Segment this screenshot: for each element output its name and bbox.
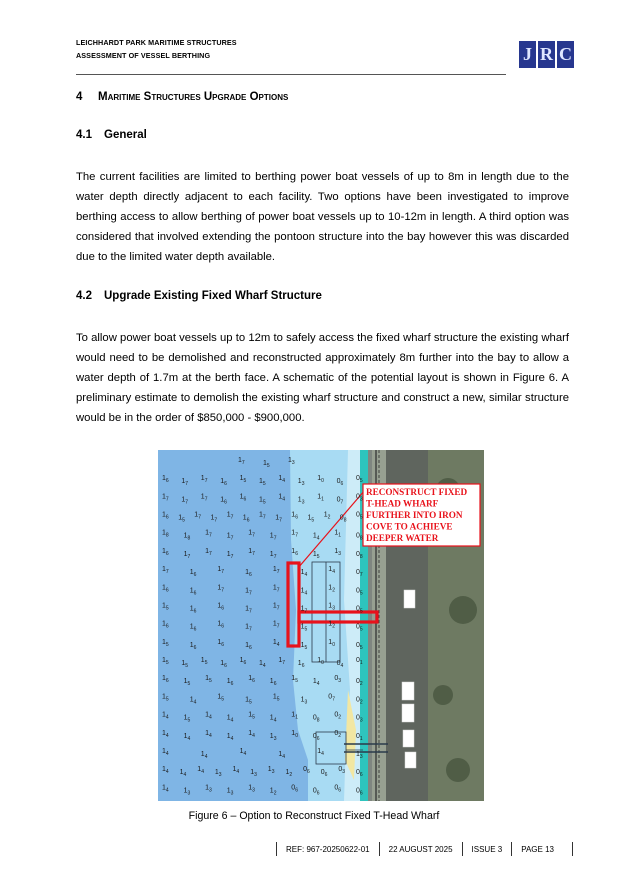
header-divider	[76, 74, 506, 75]
depth-sounding: $1_7$	[272, 584, 280, 594]
logo-letter-j: J	[519, 41, 536, 68]
depth-sounding: $1_7$	[183, 550, 191, 560]
depth-sounding: $0_6$	[336, 478, 344, 488]
depth-sounding: $1_5$	[291, 675, 298, 685]
depth-sounding: $1_1$	[291, 711, 298, 721]
header-project-title: LEICHHARDT PARK MARITIME STRUCTURES	[76, 38, 237, 47]
depth-sounding: $1_5$	[162, 657, 169, 667]
depth-sounding: $1_7$	[272, 602, 280, 612]
depth-sounding: $1_4$	[232, 766, 240, 776]
header-report-title: ASSESSMENT OF VESSEL BERTHING	[76, 51, 211, 60]
depth-sounding: $1_6$	[189, 605, 197, 615]
depth-sounding: $1_4$	[317, 748, 324, 757]
subsection-number: 4.1	[76, 129, 92, 141]
depth-sounding: $0_6$	[320, 769, 328, 779]
depth-sounding: $0_1$	[356, 732, 363, 742]
depth-sounding: $0_6$	[312, 787, 320, 797]
depth-sounding: $1_4$	[226, 714, 234, 724]
footer-date: 22 AUGUST 2025	[379, 842, 462, 856]
depth-sounding: $1_7$	[181, 496, 189, 506]
depth-sounding: $1_5$	[248, 711, 255, 721]
depth-sounding: $1_5$	[239, 475, 247, 485]
wharf-paragraph: To allow power boat vessels up to 12m to safely access the fixed wharf structure the existing wharf would need to be demolished and reconstructed approximately 8m further into the bay to allow a water depth of 1.7m at the berth face. A schematic of the potential layout is shown in Figure 6. A preliminary estimate to demolish the existing wharf structure and construct a new, similar structure would be in the order of $850,000 - $900,000.	[76, 332, 569, 424]
depth-sounding: $1_5$	[183, 678, 191, 688]
depth-sounding: $0_4$	[336, 660, 344, 670]
depth-sounding: $1_6$	[269, 678, 277, 688]
depth-sounding: $0_6$	[291, 784, 298, 794]
depth-sounding: $1_6$	[220, 660, 227, 670]
annotation-line: RECONSTRUCT FIXED	[366, 487, 468, 497]
depth-sounding: $1_6$	[162, 547, 169, 557]
footer-reference: REF: 967-20250622-01	[276, 842, 379, 856]
depth-sounding: $1_4$	[248, 729, 255, 739]
depth-sounding: $1_4$	[278, 751, 286, 760]
depth-sounding: $1_7$	[275, 514, 282, 524]
depth-sounding: $1_3$	[250, 769, 257, 779]
depth-sounding: $0_5$	[356, 605, 363, 615]
depth-sounding: $1_5$	[205, 675, 212, 685]
depth-sounding: $0_5$	[356, 475, 363, 485]
depth-sounding: $1_4$	[179, 769, 187, 779]
depth-sounding: $1_0$	[328, 638, 335, 648]
tree	[433, 685, 453, 705]
car	[404, 590, 415, 608]
depth-sounding: $1_6$	[217, 638, 225, 648]
depth-sounding: $0_3$	[356, 493, 363, 503]
depth-sounding: $1_7$	[181, 478, 189, 488]
depth-sounding: $0_1$	[356, 657, 363, 667]
depth-sounding: $1_4$	[162, 748, 169, 757]
depth-sounding: $1_0$	[291, 729, 298, 739]
depth-sounding: $1_6$	[242, 514, 250, 524]
depth-sounding: $0_5$	[356, 623, 363, 633]
depth-sounding: $1_6$	[217, 602, 225, 612]
depth-sounding: $1_7$	[245, 587, 252, 597]
depth-sounding: $1_7$	[245, 605, 252, 615]
depth-sounding: $1_4$	[197, 766, 204, 776]
depth-sounding: $1_6$	[189, 623, 197, 633]
depth-sounding: $0_6$	[334, 784, 342, 794]
depth-sounding: $0_2$	[356, 696, 363, 706]
depth-sounding: $1_5$	[181, 660, 189, 670]
depth-sounding: $1_4$	[200, 751, 208, 760]
depth-sounding: $1_2$	[323, 511, 331, 521]
depth-sounding: $1_6$	[297, 660, 305, 670]
depth-sounding: $1_5$	[259, 496, 266, 506]
depth-sounding: $1_4$	[205, 729, 212, 739]
depth-sounding: $1_7$	[291, 529, 298, 539]
logo-letter-c: C	[557, 41, 574, 68]
depth-sounding: $1_7$	[205, 529, 212, 539]
depth-sounding: $1_7$	[217, 566, 225, 576]
depth-sounding: $1_3$	[288, 457, 295, 466]
depth-sounding: $1_5$	[162, 693, 169, 703]
depth-sounding: $1_6$	[189, 641, 197, 651]
depth-sounding: $1_6$	[162, 511, 169, 521]
depth-sounding: $1_6$	[162, 475, 169, 485]
depth-sounding: $1_8$	[183, 532, 191, 542]
depth-sounding: $1_6$	[248, 675, 255, 685]
depth-sounding: $1_7$	[194, 511, 201, 521]
depth-sounding: $1_4$	[272, 638, 280, 648]
depth-sounding: $1_7$	[269, 550, 277, 560]
depth-sounding: $1_4$	[162, 729, 169, 739]
depth-sounding: $1_4$	[312, 678, 320, 688]
depth-sounding: $1_5$	[312, 550, 320, 560]
depth-sounding: $1_4$	[259, 660, 266, 670]
depth-sounding: $1_7$	[272, 620, 280, 630]
depth-sounding: $1_4$	[226, 732, 234, 742]
annotation-line: FURTHER INTO IRON	[366, 510, 463, 520]
tree	[446, 758, 470, 782]
depth-sounding: $0_8$	[312, 714, 320, 724]
depth-sounding: $1_3$	[205, 784, 212, 794]
depth-sounding: $1_5$	[162, 638, 169, 648]
depth-sounding: $1_5$	[263, 460, 270, 469]
annotation-line: COVE TO ACHIEVE	[366, 521, 453, 532]
depth-sounding: $1_4$	[205, 711, 212, 721]
depth-sounding: $0_8$	[339, 514, 347, 524]
subsection-title: General	[104, 129, 147, 141]
depth-sounding: $1_7$	[269, 532, 277, 542]
depth-sounding: $1_6$	[189, 587, 197, 597]
depth-sounding: $1_7$	[226, 532, 234, 542]
depth-sounding: $1_3$	[183, 787, 191, 797]
depth-sounding: $1_4$	[278, 475, 286, 485]
depth-sounding: $1_3$	[297, 496, 305, 506]
depth-sounding: $1_3$	[300, 696, 308, 706]
depth-sounding: $0_2$	[356, 678, 363, 688]
page-footer	[276, 842, 573, 856]
car	[405, 752, 416, 768]
depth-sounding: $0_8$	[356, 532, 363, 542]
depth-sounding: $1_1$	[317, 493, 324, 503]
depth-sounding: $1_4$	[300, 569, 308, 579]
tree	[449, 596, 477, 624]
depth-sounding: $1_7$	[226, 511, 234, 521]
depth-sounding: $1_4$	[239, 748, 247, 757]
depth-sounding: $1_7$	[248, 529, 255, 539]
depth-sounding: $1_4$	[312, 532, 320, 542]
depth-sounding: $1_6$	[239, 657, 247, 667]
depth-sounding: $1_1$	[334, 529, 342, 539]
depth-sounding: $1_7$	[272, 566, 280, 576]
company-logo	[519, 41, 575, 68]
depth-sounding: $1_4$	[278, 493, 286, 503]
depth-sounding: $1_3$	[328, 602, 335, 612]
depth-sounding: $1_4$	[162, 766, 169, 776]
depth-sounding: $1_6$	[291, 511, 298, 521]
depth-sounding: $0_3$	[338, 766, 346, 776]
depth-sounding: $0_3$	[356, 714, 363, 724]
depth-sounding: $1_3$	[267, 766, 275, 776]
subsection-title: Upgrade Existing Fixed Wharf Structure	[104, 290, 322, 302]
car	[402, 704, 414, 722]
depth-sounding: $1_5$	[217, 693, 225, 703]
depth-sounding: $1_5$	[200, 657, 208, 667]
depth-sounding: $1_7$	[200, 493, 208, 503]
depth-sounding: $1_3$	[214, 769, 222, 779]
depth-sounding: $1_7$	[162, 566, 169, 576]
depth-sounding: $1_5$	[300, 641, 308, 651]
depth-sounding: $1_7$	[248, 547, 255, 557]
depth-sounding: $1_5$	[245, 696, 252, 706]
depth-sounding: $0_7$	[356, 569, 363, 579]
depth-sounding: $1_4$	[300, 587, 308, 597]
depth-sounding: $1_0$	[317, 657, 324, 667]
depth-sounding: $1_4$	[269, 714, 277, 724]
depth-sounding: $0_6$	[356, 769, 363, 779]
depth-sounding: $1_7$	[259, 511, 266, 521]
depth-sounding: $0_7$	[336, 496, 344, 506]
depth-sounding: $1_7$	[278, 657, 286, 667]
depth-sounding: $1_6$	[189, 569, 197, 579]
depth-sounding: $1_7$	[245, 623, 252, 633]
subsection-heading-wharf	[76, 290, 322, 302]
section-heading	[76, 91, 288, 103]
annotation-line: DEEPER WATER	[366, 533, 439, 543]
depth-sounding: $1_4$	[328, 566, 335, 576]
depth-sounding: $1_5$	[259, 478, 266, 488]
depth-sounding: $1_3$	[226, 787, 234, 797]
depth-sounding: $1_2$	[269, 787, 277, 797]
depth-sounding: $1_6$	[245, 569, 252, 579]
depth-sounding: $1_3$	[269, 732, 277, 742]
depth-sounding: $1_6$	[162, 675, 169, 685]
depth-sounding: $0_6$	[356, 787, 363, 797]
depth-sounding: $1_7$	[210, 514, 218, 524]
depth-sounding: $0_5$	[356, 641, 363, 651]
car	[402, 682, 414, 700]
annotation-line: T-HEAD WHARF	[366, 498, 439, 509]
depth-sounding: $0_6$	[312, 732, 320, 742]
depth-sounding: $1_3$	[334, 547, 342, 557]
depth-sounding: $1_7$	[238, 457, 245, 466]
car	[403, 730, 414, 747]
depth-sounding: $1_7$	[300, 605, 308, 615]
depth-sounding: $1_7$	[162, 493, 169, 503]
figure-caption: Figure 6 – Option to Reconstruct Fixed T-Head Wharf	[188, 810, 440, 822]
depth-sounding: $1_6$	[245, 641, 252, 651]
bathymetry-map	[158, 450, 484, 801]
depth-sounding: $1_3$	[356, 751, 363, 760]
depth-sounding: $1_5$	[300, 623, 308, 633]
depth-sounding: $1_5$	[307, 514, 315, 524]
depth-sounding: $1_6$	[226, 678, 234, 688]
figure-wharf-schematic	[158, 450, 484, 801]
footer-issue: ISSUE 3	[462, 842, 512, 856]
depth-sounding: $0_2$	[334, 729, 342, 739]
depth-sounding: $1_6$	[162, 584, 169, 594]
depth-sounding: $1_4$	[189, 696, 197, 706]
section-number: 4	[76, 91, 83, 103]
general-paragraph: The current facilities are limited to berthing power boat vessels of up to 8m in length due to the water depth directly adjacent to each facility. Two options have been investigated to improve berthing access to allow berthing of power boat vessels up to 10-12m in length. A third option was considered that involved extending the pontoon structure into the bay however this was discarded due to the limited water depth available.	[76, 171, 569, 263]
depth-sounding: $1_4$	[162, 711, 169, 721]
depth-sounding: $1_4$	[183, 732, 191, 742]
section-title: Maritime Structures Upgrade Options	[98, 91, 289, 103]
depth-sounding: $1_6$	[220, 496, 227, 506]
depth-sounding: $1_3$	[297, 478, 305, 488]
depth-sounding: $1_7$	[200, 475, 208, 485]
depth-sounding: $1_6$	[162, 620, 169, 630]
depth-sounding: $1_2$	[328, 584, 335, 594]
depth-sounding: $1_5$	[183, 714, 191, 724]
depth-sounding: $1_3$	[248, 784, 255, 794]
depth-sounding: $1_0$	[317, 475, 324, 485]
subsection-number: 4.2	[76, 290, 92, 302]
footer-page-number: PAGE 13	[511, 842, 573, 856]
depth-sounding: $0_3$	[334, 675, 342, 685]
depth-sounding: $1_2$	[285, 769, 293, 779]
subsection-heading-general	[76, 129, 147, 141]
depth-sounding: $1_5$	[272, 693, 280, 703]
depth-sounding: $1_2$	[328, 620, 335, 630]
depth-sounding: $1_7$	[226, 550, 234, 560]
depth-sounding: $1_5$	[178, 514, 185, 524]
depth-sounding: $0_5$	[356, 511, 363, 521]
depth-sounding: $1_6$	[220, 478, 227, 488]
depth-sounding: $1_6$	[239, 493, 247, 503]
depth-sounding: $1_5$	[162, 602, 169, 612]
logo-letter-r: R	[538, 41, 555, 68]
depth-sounding: $0_5$	[356, 587, 363, 597]
depth-sounding: $1_6$	[291, 547, 298, 557]
depth-sounding: $1_7$	[205, 547, 212, 557]
depth-sounding: $1_6$	[217, 620, 225, 630]
depth-sounding: $0_2$	[334, 711, 342, 721]
depth-sounding: $1_7$	[217, 584, 225, 594]
depth-sounding: $0_7$	[328, 693, 335, 703]
depth-sounding: $1_4$	[162, 784, 169, 794]
depth-sounding: $1_8$	[162, 529, 169, 539]
depth-sounding: $0_6$	[303, 766, 310, 776]
depth-sounding: $0_8$	[356, 550, 363, 560]
